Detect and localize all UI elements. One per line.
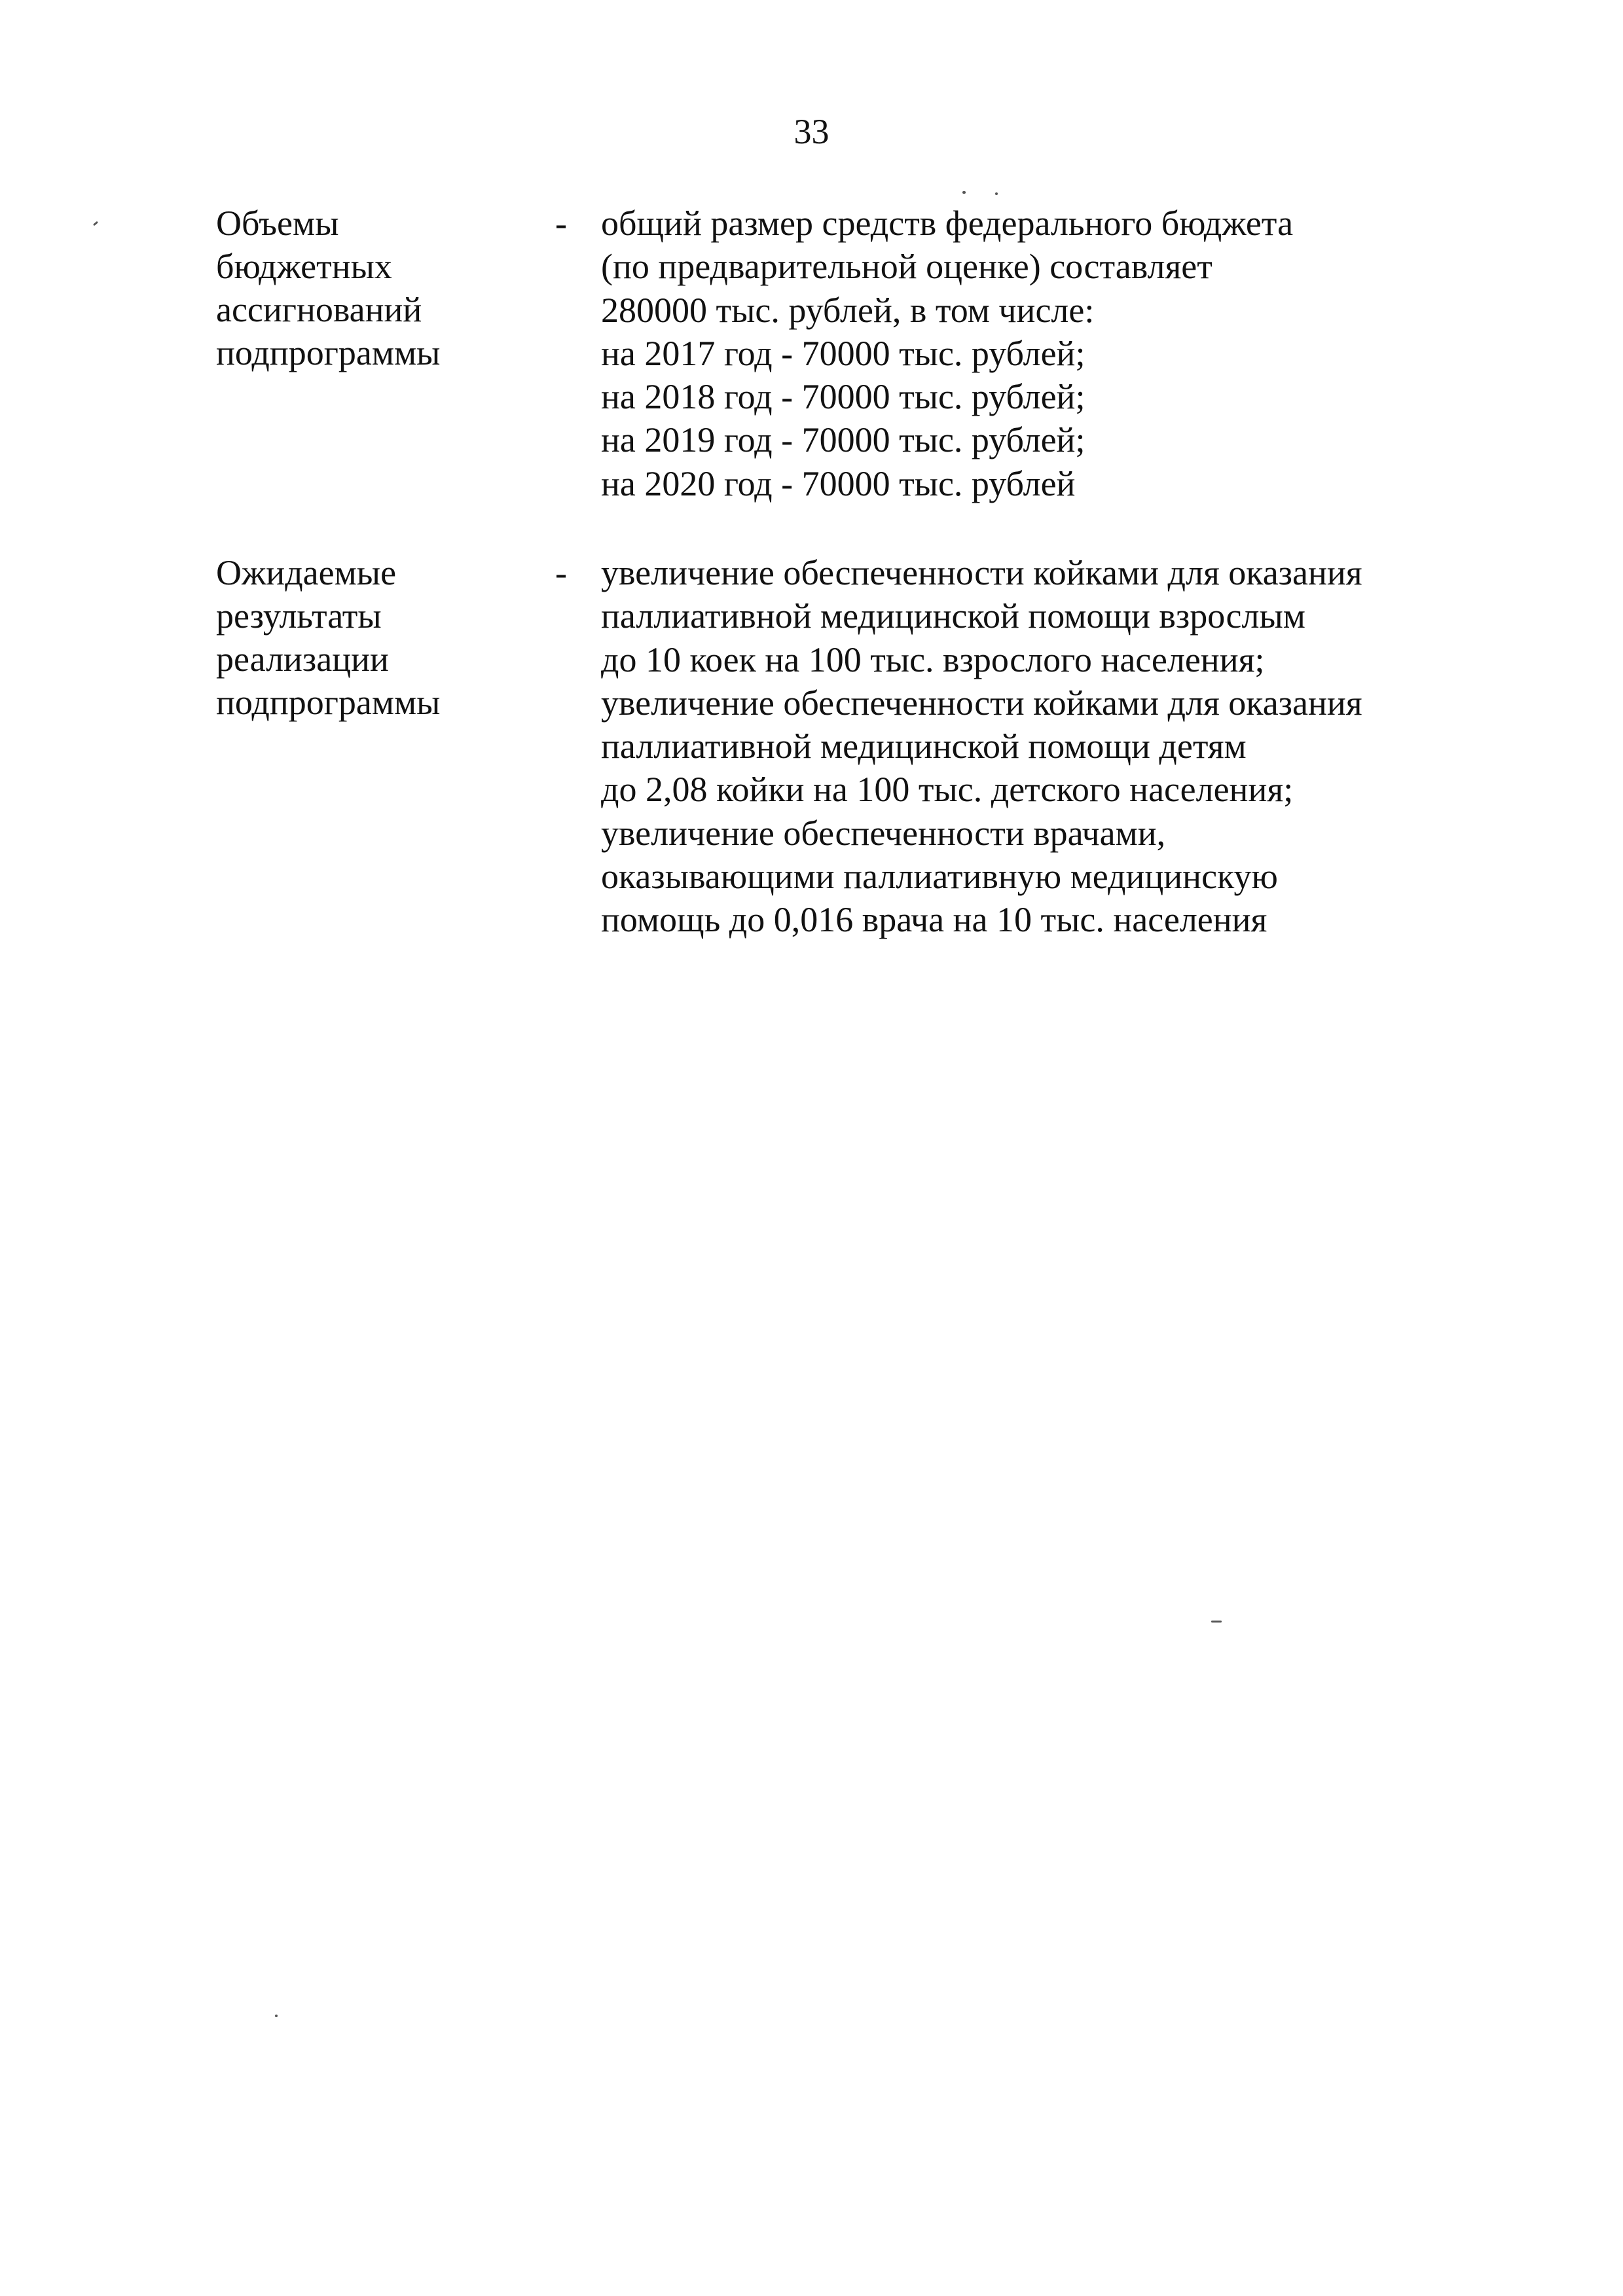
value-line: на 2019 год - 70000 тыс. рублей;: [601, 420, 1085, 460]
row-dash: -: [555, 553, 567, 592]
value-line: паллиативной медицинской помощи взрослым: [601, 596, 1305, 636]
label-line: результаты: [216, 596, 382, 636]
value-line: до 10 коек на 100 тыс. взрослого населения;: [601, 639, 1265, 679]
scan-speck: [962, 191, 966, 194]
value-line: 280000 тыс. рублей, в том числе:: [601, 290, 1095, 330]
budget-allocations-value: [601, 202, 1531, 505]
scan-speck: [995, 192, 998, 195]
label-line: подпрограммы: [216, 683, 441, 722]
value-line: общий размер средств федерального бюджета: [601, 204, 1294, 243]
value-line: (по предварительной оценке) составляет: [601, 247, 1213, 287]
value-line: на 2018 год - 70000 тыс. рублей;: [601, 377, 1085, 417]
label-line: бюджетных: [216, 247, 392, 286]
value-line: увеличение обеспеченности врачами,: [601, 813, 1166, 853]
value-line: увеличение обеспеченности койками для оказания: [601, 683, 1362, 723]
budget-allocations-label: [216, 202, 530, 374]
label-line: подпрограммы: [216, 333, 441, 372]
label-line: Ожидаемые: [216, 553, 397, 592]
value-line: на 2017 год - 70000 тыс. рублей;: [601, 333, 1085, 373]
scan-speck: [1211, 1621, 1222, 1623]
scan-speck: [275, 2015, 278, 2017]
scan-speck: [93, 221, 98, 226]
label-line: ассигнований: [216, 290, 422, 329]
value-line: на 2020 год - 70000 тыс. рублей: [601, 463, 1076, 503]
expected-results-label: [216, 551, 530, 724]
value-line: помощь до 0,016 врача на 10 тыс. населения: [601, 900, 1267, 940]
value-line: паллиативной медицинской помощи детям: [601, 726, 1247, 766]
expected-results-value: [601, 551, 1531, 942]
value-line: увеличение обеспеченности койками для оказания: [601, 553, 1362, 592]
value-line: до 2,08 койки на 100 тыс. детского населения;: [601, 770, 1294, 810]
page-number: 33: [793, 112, 830, 151]
label-line: реализации: [216, 639, 389, 679]
label-line: Объемы: [216, 204, 339, 243]
row-dash: -: [555, 204, 567, 243]
value-line: оказывающими паллиативную медицинскую: [601, 857, 1278, 897]
